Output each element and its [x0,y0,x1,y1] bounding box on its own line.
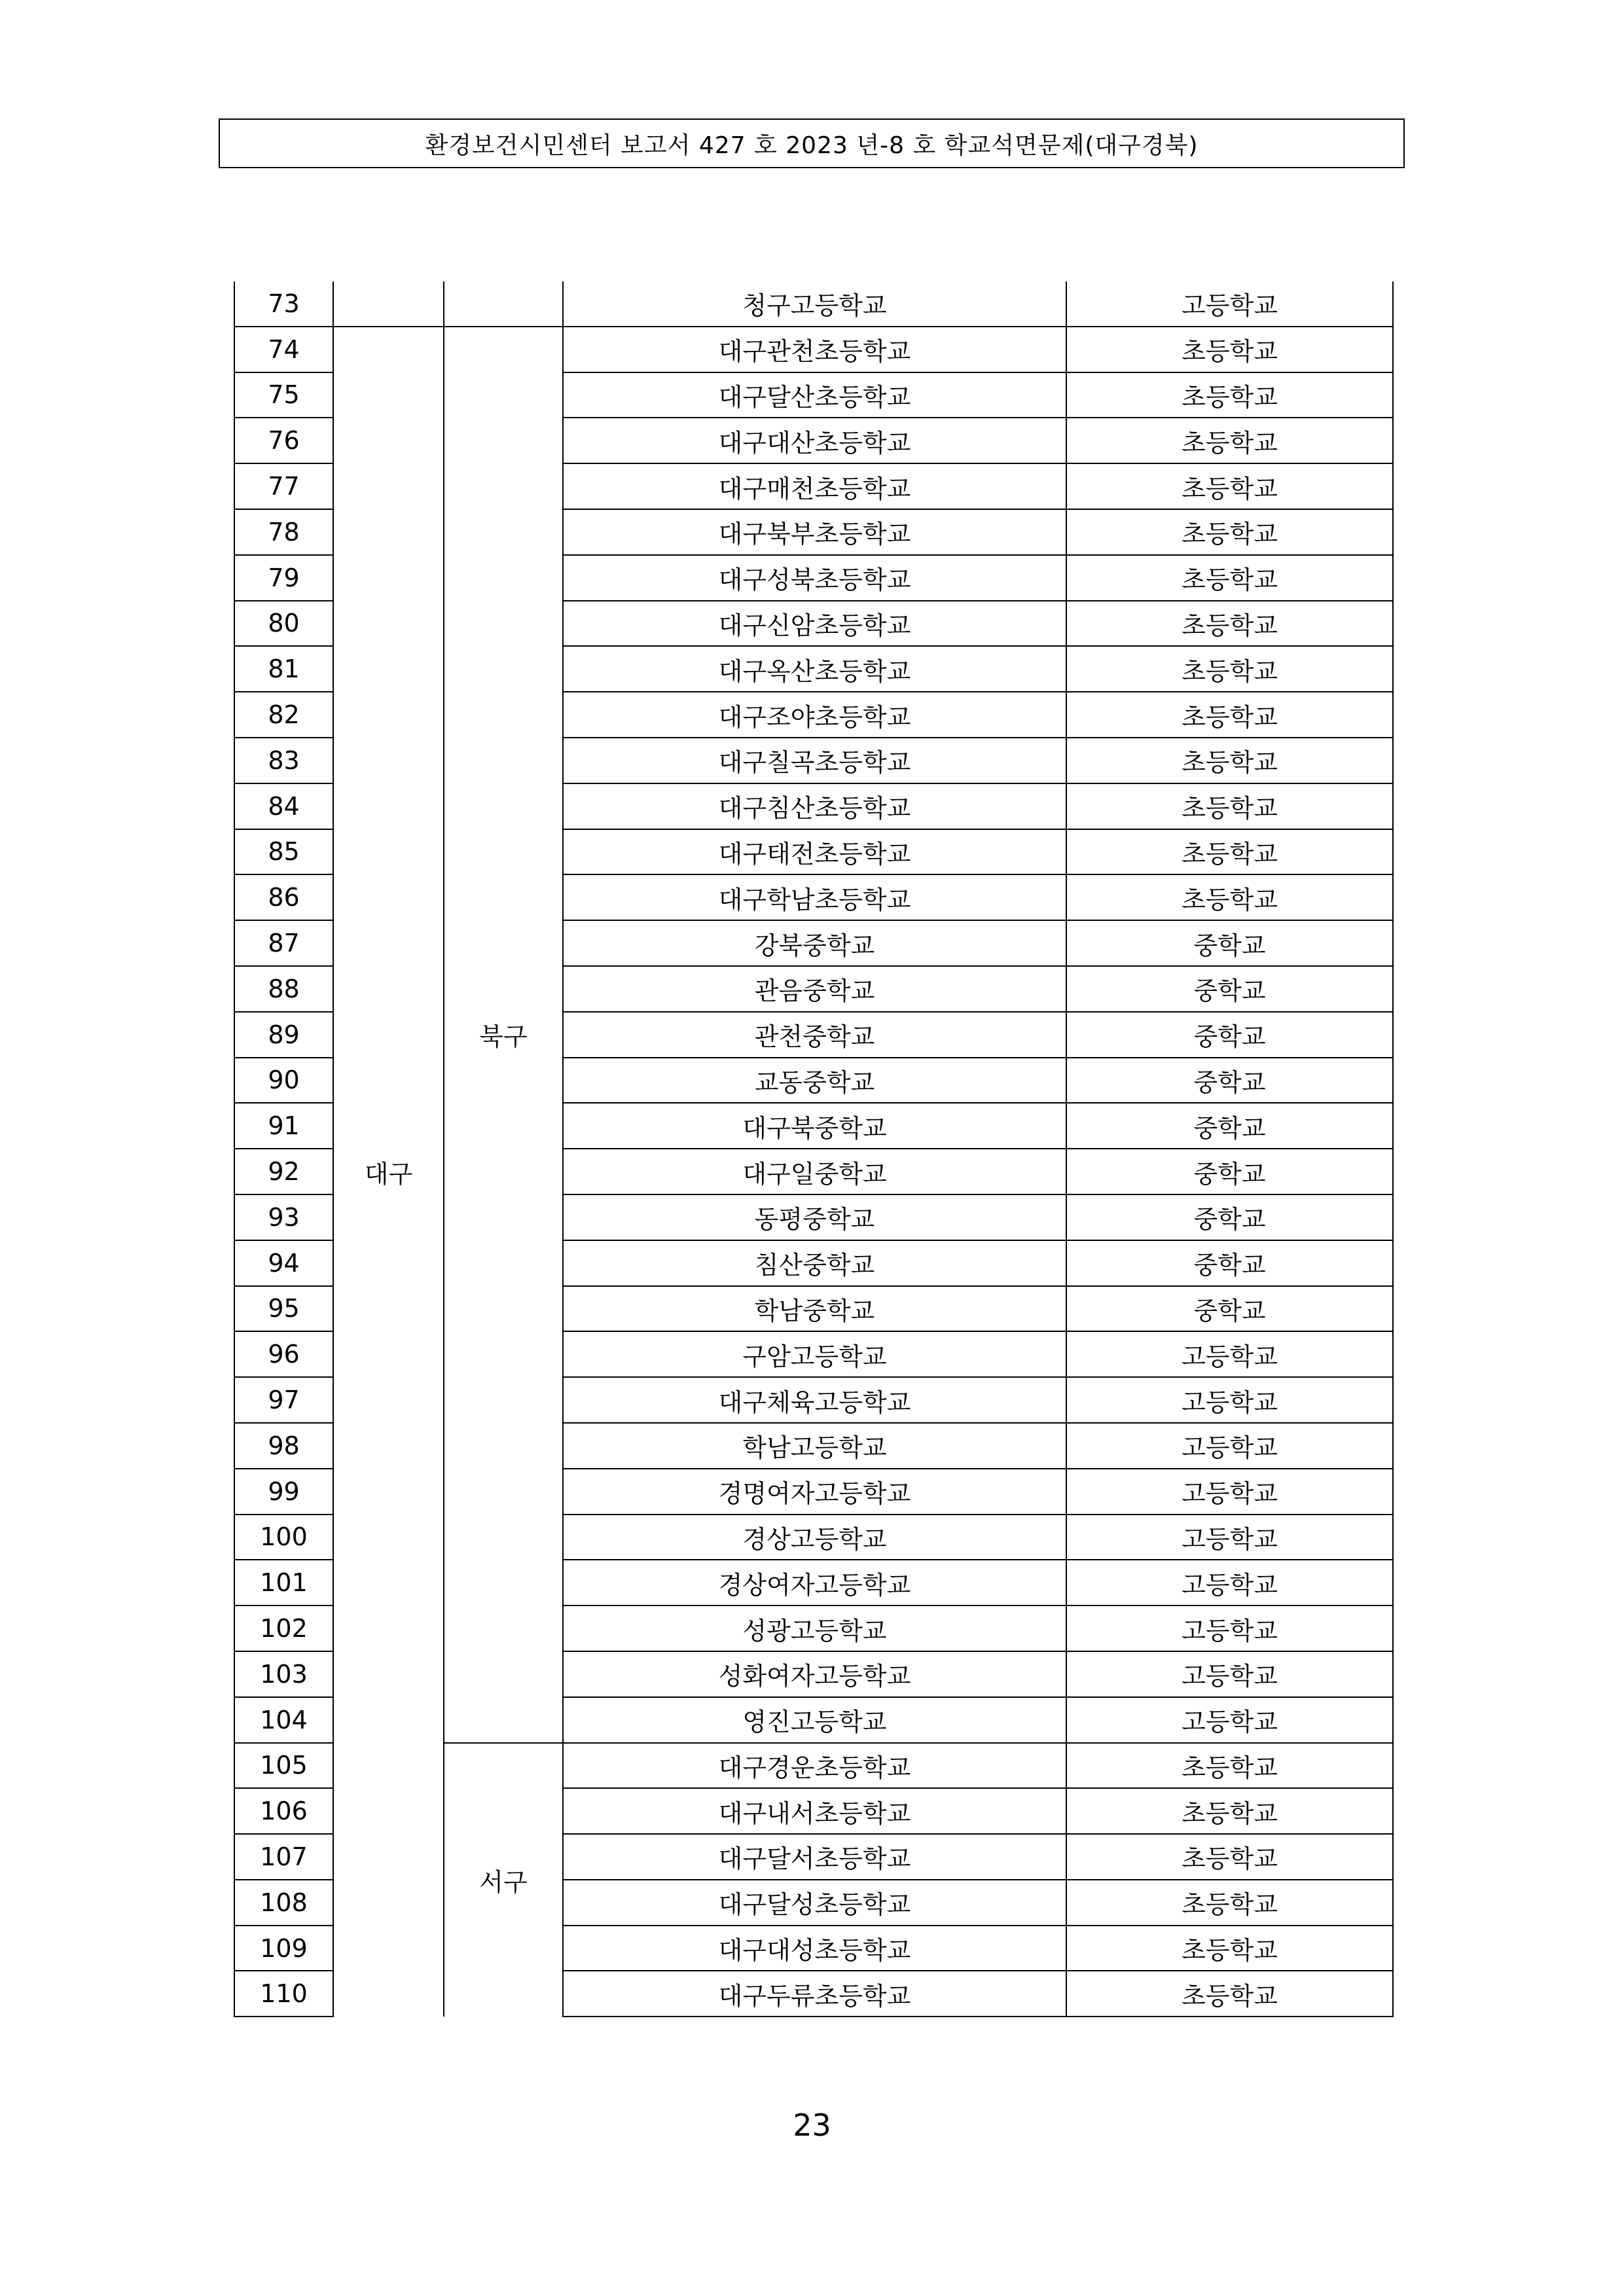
row-number-cell: 83 [234,738,333,783]
row-number-cell: 104 [234,1697,333,1743]
report-header-title: 환경보건시민센터 보고서 427 호 2023 년-8 호 학교석면문제(대구경북) [425,132,1199,159]
school-name-cell: 영진고등학교 [563,1697,1066,1743]
school-name-cell: 대구체육고등학교 [563,1377,1066,1423]
school-type-cell: 초등학교 [1066,646,1393,692]
school-name-cell: 경명여자고등학교 [563,1469,1066,1515]
school-type-cell: 초등학교 [1066,1971,1393,2017]
school-type-cell: 중학교 [1066,1240,1393,1286]
row-number-cell: 87 [234,920,333,966]
row-number-cell: 76 [234,418,333,463]
school-type-cell: 초등학교 [1066,1926,1393,1971]
row-number-cell: 98 [234,1423,333,1469]
school-name-cell: 대구성북초등학교 [563,555,1066,601]
school-name-cell: 교동중학교 [563,1058,1066,1103]
school-name-cell: 대구매천초등학교 [563,463,1066,509]
school-name-cell: 대구달서초등학교 [563,1834,1066,1880]
school-type-cell: 고등학교 [1066,1605,1393,1651]
row-number-cell: 89 [234,1012,333,1058]
school-name-cell: 대구대산초등학교 [563,418,1066,463]
school-type-cell: 초등학교 [1066,783,1393,829]
row-number-cell: 88 [234,966,333,1012]
school-type-cell: 고등학교 [1066,1469,1393,1515]
school-name-cell: 대구학남초등학교 [563,874,1066,920]
row-number-cell: 100 [234,1515,333,1560]
school-type-cell: 고등학교 [1066,1515,1393,1560]
school-type-cell: 초등학교 [1066,829,1393,875]
row-number-cell: 106 [234,1788,333,1834]
row-number-cell: 74 [234,327,333,372]
school-type-cell: 초등학교 [1066,418,1393,463]
school-type-cell: 고등학교 [1066,281,1393,327]
school-name-cell: 대구내서초등학교 [563,1788,1066,1834]
school-type-cell: 고등학교 [1066,1560,1393,1605]
school-name-cell: 대구일중학교 [563,1149,1066,1194]
school-type-cell: 고등학교 [1066,1331,1393,1377]
row-number-cell: 82 [234,692,333,738]
school-type-cell: 초등학교 [1066,509,1393,555]
school-name-cell: 학남고등학교 [563,1423,1066,1469]
school-type-cell: 초등학교 [1066,692,1393,738]
school-name-cell: 대구침산초등학교 [563,783,1066,829]
school-name-cell: 관천중학교 [563,1012,1066,1058]
row-number-cell: 85 [234,829,333,875]
row-number-cell: 97 [234,1377,333,1423]
school-type-cell: 중학교 [1066,920,1393,966]
page-number: 23 [793,2108,831,2143]
row-number-cell: 102 [234,1605,333,1651]
school-type-cell: 중학교 [1066,1058,1393,1103]
school-type-cell: 중학교 [1066,1194,1393,1240]
district-cell: 서구 [444,1743,563,2017]
school-name-cell: 성광고등학교 [563,1605,1066,1651]
school-name-cell: 대구경운초등학교 [563,1743,1066,1789]
row-number-cell: 108 [234,1880,333,1926]
school-type-cell: 초등학교 [1066,372,1393,418]
school-name-cell: 경상고등학교 [563,1515,1066,1560]
district-cell: 북구 [444,327,563,1743]
school-type-cell: 초등학교 [1066,1834,1393,1880]
row-number-cell: 84 [234,783,333,829]
report-header [219,118,1405,168]
school-name-cell: 학남중학교 [563,1286,1066,1332]
row-number-cell: 77 [234,463,333,509]
school-name-cell: 침산중학교 [563,1240,1066,1286]
school-name-cell: 대구두류초등학교 [563,1971,1066,2017]
row-number-cell: 91 [234,1103,333,1149]
row-number-cell: 79 [234,555,333,601]
table-row [234,327,1393,372]
school-name-cell: 경상여자고등학교 [563,1560,1066,1605]
school-name-cell: 대구조야초등학교 [563,692,1066,738]
school-name-cell: 강북중학교 [563,920,1066,966]
school-type-cell: 중학교 [1066,1012,1393,1058]
row-number-cell: 94 [234,1240,333,1286]
row-number-cell: 90 [234,1058,333,1103]
row-number-cell: 73 [234,281,333,327]
school-type-cell: 고등학교 [1066,1697,1393,1743]
school-name-cell: 대구북중학교 [563,1103,1066,1149]
row-number-cell: 105 [234,1743,333,1789]
row-number-cell: 107 [234,1834,333,1880]
school-type-cell: 초등학교 [1066,463,1393,509]
school-type-cell: 초등학교 [1066,1788,1393,1834]
school-type-cell: 초등학교 [1066,1880,1393,1926]
school-type-cell: 중학교 [1066,966,1393,1012]
school-type-cell: 중학교 [1066,1103,1393,1149]
row-number-cell: 110 [234,1971,333,2017]
school-name-cell: 대구칠곡초등학교 [563,738,1066,783]
school-name-cell: 대구관천초등학교 [563,327,1066,372]
school-type-cell: 초등학교 [1066,874,1393,920]
school-name-cell: 동평중학교 [563,1194,1066,1240]
school-type-cell: 중학교 [1066,1286,1393,1332]
row-number-cell: 80 [234,601,333,647]
school-type-cell: 초등학교 [1066,738,1393,783]
row-number-cell: 92 [234,1149,333,1194]
school-table-body [234,281,1393,2017]
row-number-cell: 75 [234,372,333,418]
row-number-cell: 103 [234,1651,333,1697]
row-number-cell: 95 [234,1286,333,1332]
row-number-cell: 81 [234,646,333,692]
school-name-cell: 대구옥산초등학교 [563,646,1066,692]
row-number-cell: 96 [234,1331,333,1377]
school-name-cell: 성화여자고등학교 [563,1651,1066,1697]
row-number-cell: 78 [234,509,333,555]
row-number-cell: 109 [234,1926,333,1971]
school-type-cell: 초등학교 [1066,327,1393,372]
school-name-cell: 대구북부초등학교 [563,509,1066,555]
city-cell: 대구 [333,327,444,2017]
district-cell [444,281,563,327]
school-name-cell: 대구대성초등학교 [563,1926,1066,1971]
school-name-cell: 청구고등학교 [563,281,1066,327]
city-cell [333,281,444,327]
school-type-cell: 초등학교 [1066,555,1393,601]
school-type-cell: 초등학교 [1066,1743,1393,1789]
row-number-cell: 93 [234,1194,333,1240]
school-name-cell: 대구신암초등학교 [563,601,1066,647]
school-name-cell: 관음중학교 [563,966,1066,1012]
school-name-cell: 구암고등학교 [563,1331,1066,1377]
school-name-cell: 대구달성초등학교 [563,1880,1066,1926]
row-number-cell: 86 [234,874,333,920]
school-name-cell: 대구태전초등학교 [563,829,1066,875]
school-name-cell: 대구달산초등학교 [563,372,1066,418]
row-number-cell: 101 [234,1560,333,1605]
school-type-cell: 초등학교 [1066,601,1393,647]
school-table [234,281,1394,2017]
school-type-cell: 고등학교 [1066,1423,1393,1469]
row-number-cell: 99 [234,1469,333,1515]
school-type-cell: 고등학교 [1066,1651,1393,1697]
school-type-cell: 중학교 [1066,1149,1393,1194]
school-type-cell: 고등학교 [1066,1377,1393,1423]
table-row [234,281,1393,327]
